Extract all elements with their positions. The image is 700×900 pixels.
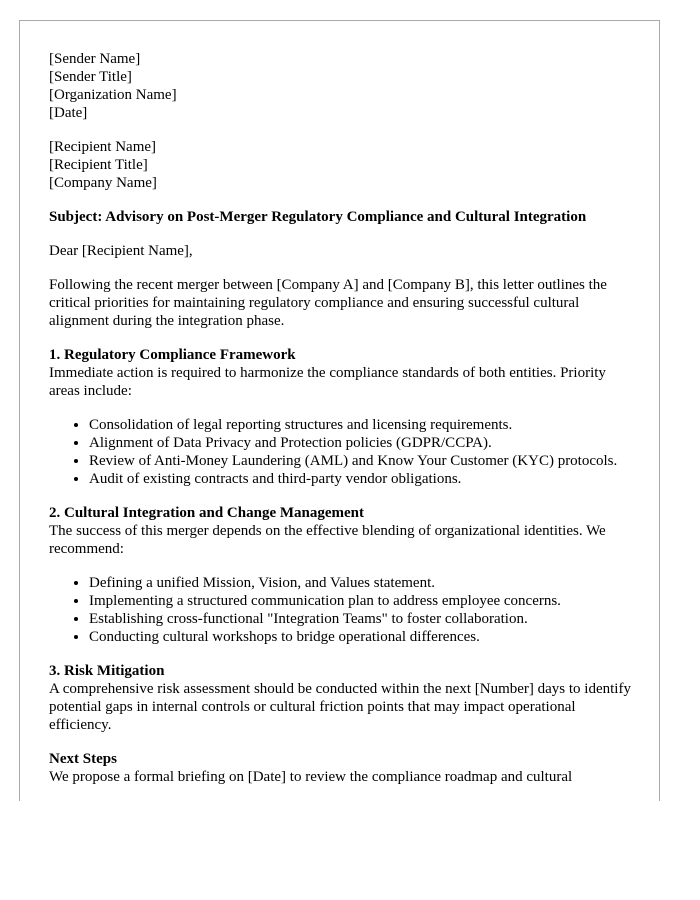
section-text: Immediate action is required to harmonize the compliance standards of both entities. Priority areas include: <box>49 365 606 399</box>
list-item: • Establishing cross-functional "Integration Teams" to foster collaboration. <box>89 610 639 628</box>
section-title: Next Steps <box>49 751 117 767</box>
recipient-name: [Recipient Name] <box>49 139 157 155</box>
sender-title: [Sender Title] <box>49 69 132 85</box>
recipient-company: [Company Name] <box>49 175 157 191</box>
sender-organization: [Organization Name] <box>49 87 177 103</box>
subject-line: Subject: Advisory on Post-Merger Regulatory Compliance and Cultural Integration <box>49 209 587 225</box>
section-regulatory <box>49 346 639 488</box>
sender-name: [Sender Name] <box>49 51 141 67</box>
bullet-list <box>49 574 639 646</box>
letter-page <box>19 20 660 801</box>
section-title: 2. Cultural Integration and Change Management <box>49 505 365 521</box>
list-item: • Review of Anti-Money Laundering (AML) and Know Your Customer (KYC) protocols. <box>89 452 639 470</box>
sender-block <box>49 50 639 122</box>
section-cultural <box>49 504 639 646</box>
bullet-list <box>49 416 639 488</box>
intro-paragraph: Following the recent merger between [Company A] and [Company B], this letter outlines the critical priorities for maintaining regulatory compliance and ensuring successful cultural alignment during the integration phase. <box>49 277 607 329</box>
section-title: 1. Regulatory Compliance Framework <box>49 347 296 363</box>
list-item: • Implementing a structured communication plan to address employee concerns. <box>89 592 639 610</box>
section-next-steps <box>49 750 639 786</box>
list-item: • Audit of existing contracts and third-party vendor obligations. <box>89 470 639 488</box>
salutation: Dear [Recipient Name], <box>49 243 193 259</box>
letter-content <box>49 50 639 801</box>
section-title: 3. Risk Mitigation <box>49 663 165 679</box>
section-text: The success of this merger depends on the effective blending of organizational identities. We recommend: <box>49 523 606 557</box>
list-item: • Alignment of Data Privacy and Protection policies (GDPR/CCPA). <box>89 434 639 452</box>
recipient-block <box>49 138 639 192</box>
list-item: • Consolidation of legal reporting structures and licensing requirements. <box>89 416 639 434</box>
sender-date: [Date] <box>49 105 88 121</box>
section-text: A comprehensive risk assessment should be conducted within the next [Number] days to identify potential gaps in internal controls or cultural friction points that may impact operational efficiency. <box>49 681 631 733</box>
section-text: We propose a formal briefing on [Date] to review the compliance roadmap and cultural <box>49 769 573 785</box>
list-item: • Defining a unified Mission, Vision, and Values statement. <box>89 574 639 592</box>
section-risk <box>49 662 639 734</box>
recipient-title: [Recipient Title] <box>49 157 148 173</box>
list-item: • Conducting cultural workshops to bridge operational differences. <box>89 628 639 646</box>
